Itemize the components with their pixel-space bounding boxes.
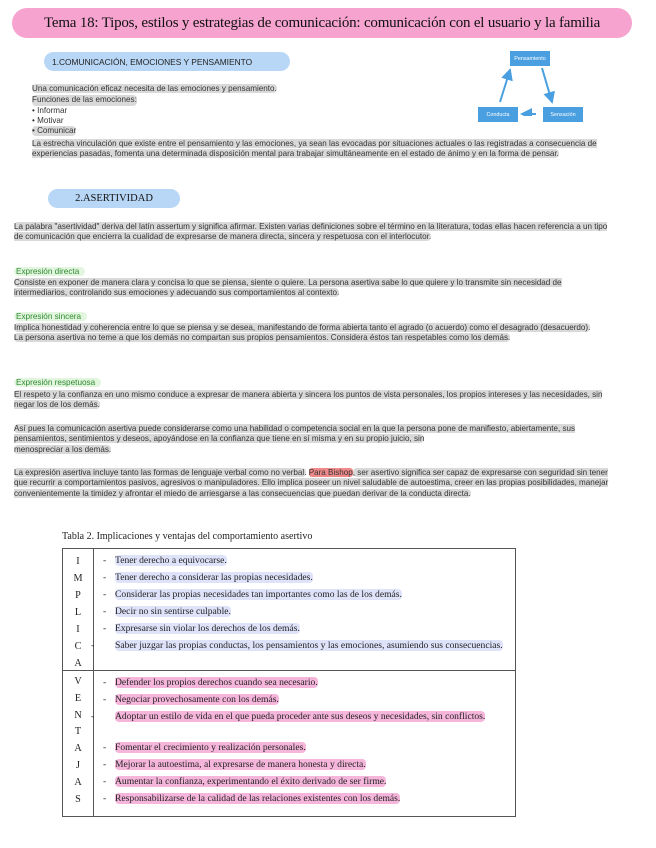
- acrostic-letter: L: [74, 607, 82, 618]
- bishop-author-highlight: Para Bishop: [308, 468, 353, 477]
- page-title: Tema 18: Tipos, estilos y estrategias de comunicación: comunicación con el usuario y la familia: [43, 14, 601, 31]
- assertive-communication-paragraph: [14, 424, 614, 455]
- section1-heading: 1.COMUNICACIÓN, EMOCIONES Y PENSAMIENTO: [52, 56, 253, 67]
- table-row: - Decir no sin sentirse culpable.: [103, 606, 231, 617]
- diagram-node-behavior: Conducta: [478, 107, 518, 122]
- section1-intro-block: [32, 84, 372, 136]
- direct-expression-text: Consiste en exponer de manera clara y concisa lo que se piensa, siente o quiere. La persona asertiva sabe lo que quiere y lo transmite sin necesidad de intermediarios, controlando sus emociones y adecuando sus comportamientos al contexto.: [14, 278, 562, 298]
- assertive-communication-text: Así pues la comunicación asertiva puede considerarse como una habilidad o competencia social en la que la persona pone de manifiesto, abiertamente, sus pensamientos, sentimientos y deseos, apoyándose en la confianza que tiene en sí misma y en su propio juicio, sin: [14, 424, 576, 444]
- table-row: - Aumentar la confianza, experimentando el éxito derivado de ser firme.: [103, 776, 387, 787]
- diagram-arrows: [470, 60, 590, 116]
- table-row: - Tener derecho a considerar las propias necesidades.: [103, 572, 313, 583]
- table-row: - Defender los propios derechos cuando sea necesario.: [103, 677, 318, 688]
- acrostic-letter: N: [74, 709, 82, 721]
- assertive-behavior-table: [62, 548, 516, 817]
- implica-letters: [63, 553, 93, 672]
- acrostic-letter: A: [74, 776, 82, 788]
- section1-intro: Una comunicación eficaz necesita de las emociones y pensamiento.: [32, 84, 277, 93]
- section1-body-text: La estrecha vinculación que existe entre el pensamiento y las emociones, ya sean las evocadas por situaciones actuales o las registradas a consecuencia de experiencias pasadas, fomenta una determinada disposición mental para trabajar simultáneamente en el estado de ánimo y en la forma de pensar.: [32, 139, 597, 159]
- table-row: - Negociar provechosamente con los demás.: [103, 694, 279, 705]
- emotions-functions-title: Funciones de las emociones:: [32, 95, 137, 105]
- acrostic-letter: E: [74, 692, 82, 704]
- acrostic-letter: A: [74, 743, 82, 755]
- section1-heading-pill: [44, 52, 290, 71]
- sincere-expression-text-2: La persona asertiva no teme a que los demás no compartan sus propios pensamientos. Considera éstos tan respetables como los demás.: [14, 333, 511, 343]
- emotion-function-item: • Motivar: [32, 115, 64, 125]
- respectful-expression-text: El respeto y la confianza en uno mismo conduce a expresar de manera abierta y sincera los puntos de vista personales, los propios intereses y las necesidades, sin negar los de los demás.: [14, 390, 603, 410]
- section2-intro-text: La palabra "asertividad" deriva del latín assertum y significa afirmar. Existen varias definiciones sobre el término en la literatura, todas ellas hacen referencia a un tipo de comunicación que encierra la cualidad de expresarse de manera directa, sincera y respetuosa con el interlocutor.: [14, 222, 608, 242]
- acrostic-letter: S: [75, 793, 81, 805]
- acrostic-letter: P: [75, 590, 81, 601]
- table-row-divider: [63, 670, 515, 671]
- sincere-expression-text: Implica honestidad y coherencia entre lo que se piensa y se desea, manifestando de forma abierta tanto el agrado (o acuerdo) como el desagrado (desacuerdo).: [14, 323, 591, 332]
- subheading-respectful: Expresión respetuosa: [14, 378, 101, 387]
- diagram-node-sensation: Sensación: [543, 107, 583, 122]
- arrow-thought-to-sensation: [542, 68, 552, 102]
- acrostic-letter: I: [76, 556, 80, 567]
- subheading-sincere: Expresión sincera: [14, 312, 87, 321]
- table-row: - Responsabilizarse de la calidad de las relaciones existentes con los demás.: [103, 793, 401, 804]
- subheading-direct: Expresión directa: [14, 267, 85, 276]
- table-row: - Fomentar el crecimiento y realización personales.: [103, 742, 306, 753]
- arrow-behavior-to-thought: [500, 70, 510, 102]
- acrostic-letter: T: [74, 726, 82, 738]
- acrostic-letter: M: [73, 573, 83, 584]
- acrostic-letter: C: [74, 641, 82, 652]
- acrostic-letter: I: [76, 624, 80, 635]
- bishop-paragraph-start: La expresión asertiva incluye tanto las formas de lenguaje verbal como no verbal.: [14, 468, 307, 477]
- direct-expression-body: [14, 278, 614, 299]
- table-row: - Tener derecho a equivocarse.: [103, 555, 227, 566]
- emotion-function-item: • Comunicar: [32, 126, 77, 136]
- section2-heading: 2.ASERTIVIDAD: [75, 193, 153, 204]
- acrostic-letter: V: [74, 676, 82, 687]
- bishop-paragraph-end: , ser asertivo significa ser capaz de expresarse con seguridad sin tener que recurrir a comportamientos pasivos, agresivos o manipuladores. Ello implica poseer un nivel saludable de autoestima, creer en las propias posibilidades, manejar convenientemente la timidez y afrontar el miedo de arriesgarse a las consecuencias que puedan derivar de la conducta directa.: [14, 468, 609, 498]
- table-row: - Considerar las propias necesidades tan importantes como las de los demás.: [103, 589, 402, 600]
- table-row: - Expresarse sin violar los derechos de los demás.: [103, 623, 300, 634]
- acrostic-letter: A: [74, 658, 82, 669]
- bishop-paragraph: [14, 468, 614, 499]
- table-caption: Tabla 2. Implicaciones y ventajas del comportamiento asertivo: [62, 531, 313, 542]
- diagram-node-thought: Pensamiento: [510, 51, 550, 66]
- table-column-divider: [93, 549, 94, 816]
- section2-intro: [14, 222, 614, 243]
- sincere-expression-body: [14, 323, 614, 344]
- acrostic-letter: J: [76, 759, 80, 771]
- table-row: - Saber juzgar las propias conductas, los pensamientos y las emociones, asumiendo sus consecuencias.: [91, 640, 503, 651]
- section2-heading-pill: [48, 189, 180, 208]
- ventajas-letters: [63, 674, 93, 808]
- section1-body: [32, 139, 612, 160]
- emotion-function-item: • Informar: [32, 105, 68, 115]
- table-row: - Adoptar un estilo de vida en el que pueda proceder ante sus deseos y necesidades, sin conflictos.: [91, 711, 486, 722]
- page-title-banner: [12, 8, 632, 38]
- respectful-expression-body: [14, 390, 614, 411]
- table-row: - Mejorar la autoestima, al expresarse de manera honesta y directa.: [103, 759, 366, 770]
- assertive-communication-text-2: menospreciar a los demás.: [14, 444, 112, 454]
